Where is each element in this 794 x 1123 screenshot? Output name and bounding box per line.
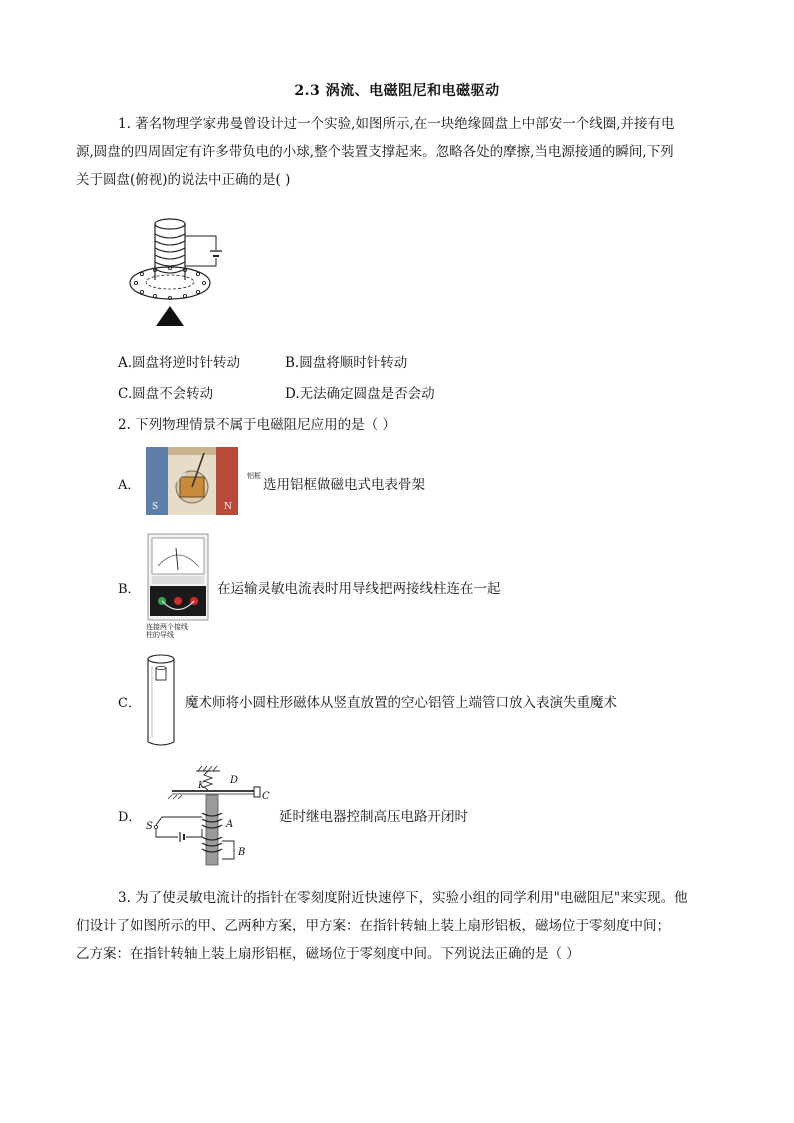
question-3-line-2: 们设计了如图所示的甲、乙两种方案，甲方案：在指针转轴上装上扇形铝板，磁场位于零刻度中间； (76, 918, 670, 934)
aluminum-frame-label: 铝框 (247, 472, 261, 480)
q2-option-d-text[interactable]: 延时继电器控制高压电路开闭时 (279, 809, 468, 825)
q1-option-b[interactable]: B.圆盘将顺时针转动 (285, 355, 408, 371)
question-1-line-3: 关于圆盘(俯视)的说法中正确的是( ) (76, 172, 291, 188)
magnet-s-label: S (152, 502, 159, 512)
question-3-stem (76, 884, 712, 968)
question-2-stem: 2. 下列物理情景不属于电磁阻尼应用的是（ ） (118, 417, 396, 433)
relay-b-label: B (238, 847, 246, 858)
q1-coil-disc-figure (128, 214, 228, 330)
connecting-wire-label-2: 柱的导线 (146, 631, 174, 639)
q1-option-a[interactable]: A.圆盘将逆时针转动 (118, 355, 241, 371)
question-1-stem (76, 110, 712, 194)
q2-option-d-relay-diagram (142, 765, 276, 867)
q2-option-b-letter[interactable]: B． (118, 582, 141, 597)
relay-c-label: C (262, 791, 270, 802)
q2-option-b-text[interactable]: 在运输灵敏电流表时用导线把两接线柱连在一起 (217, 581, 501, 597)
q2-option-d-letter[interactable]: D． (118, 810, 142, 825)
magnet-n-label: N (224, 502, 232, 512)
page-title: 2.3 涡流、电磁阻尼和电磁驱动 (294, 83, 500, 99)
q2-option-c-text[interactable]: 魔术师将小圆柱形磁体从竖直放置的空心铝管上端管口放入表演失重魔术 (185, 695, 617, 711)
relay-k-label: K (198, 781, 205, 791)
q1-option-c[interactable]: C.圆盘不会转动 (118, 386, 214, 402)
q2-option-c-letter[interactable]: C． (118, 696, 141, 711)
relay-a-label: A (226, 819, 234, 830)
q1-option-d[interactable]: D.无法确定圆盘是否会动 (285, 386, 435, 402)
connecting-wire-label-1: 连接两个接线 (146, 623, 188, 631)
relay-d-label: D (230, 775, 239, 786)
question-3-line-1: 3. 为了使灵敏电流计的指针在零刻度附近快速停下，实验小组的同学利用"电磁阻尼"来实现。他 (118, 890, 688, 906)
q2-option-a-text[interactable]: 选用铝框做磁电式电表骨架 (263, 477, 425, 493)
question-1-line-2: 源,圆盘的四周固定有许多带负电的小球,整个装置支撑起来。忽略各处的摩擦,当电源接通的瞬间,下列 (76, 144, 674, 160)
relay-s-label: S (146, 821, 153, 832)
q2-option-b-galvanometer-image (146, 532, 210, 622)
q2-option-c-aluminum-tube-image (144, 652, 178, 748)
question-1-line-1: 1. 著名物理学家弗曼曾设计过一个实验,如图所示,在一块绝缘圆盘上中部安一个线圈,并接有电 (118, 116, 675, 132)
q2-option-a-letter[interactable]: A． (118, 478, 141, 493)
question-3-line-3: 乙方案：在指针转轴上装上扇形铝框，磁场位于零刻度中间。下列说法正确的是（ ） (76, 946, 580, 962)
q2-option-a-meter-image (146, 447, 238, 515)
